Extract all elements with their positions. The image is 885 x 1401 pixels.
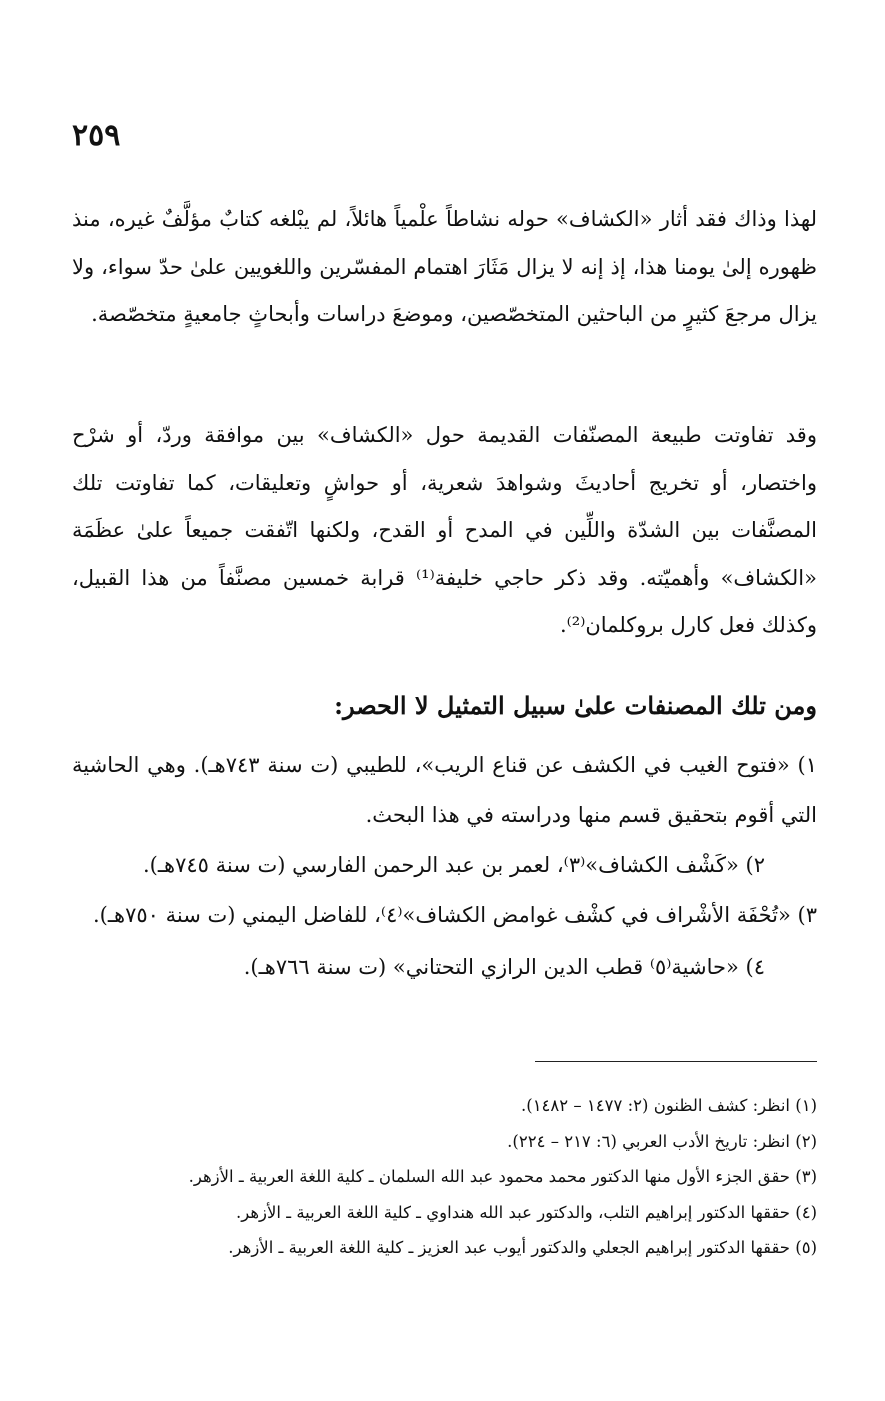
list-item-4: ٤) «حاشية⁽٥⁾ قطب الدين الرازي التحتاني» (ت سنة ٧٦٦هـ). [243,955,765,979]
footnote-4: (٤) حققها الدكتور إبراهيم التلب، والدكتور عبد الله هنداوي ـ كلية اللغة العربية ـ الأزهر. [236,1202,817,1222]
works-list [72,740,817,992]
list-item-2: ٢) «كَشْف الكشاف»⁽٣⁾، لعمر بن عبد الرحمن الفارسي (ت سنة ٧٤٥هـ). [142,853,765,877]
section-heading: ومن تلك المصنفات علىٰ سبيل التمثيل لا الحصر: [334,691,817,720]
list-item-1: ١) «فتوح الغيب في الكشف عن قناع الريب»، للطيبي (ت سنة ٧٤٣هـ). وهي الحاشية التي أقوم بتحقيق قسم منها ودراسته في هذا البحث. [72,753,818,827]
footnote-3: (٣) حقق الجزء الأول منها الدكتور محمد محمود عبد الله السلمان ـ كلية اللغة العربية ـ الأزهر. [188,1167,817,1186]
footnote-2: (٢) انظر: تاريخ الأدب العربي (٦: ٢١٧ – ٢٢٤). [507,1131,817,1151]
footnote-5: (٥) حققها الدكتور إبراهيم الجعلي والدكتور أيوب عبد العزيز ـ كلية اللغة العربية ـ الأزهر. [228,1238,817,1257]
footnote-1: (١) انظر: كشف الظنون (٢: ١٤٧٧ – ١٤٨٢). [521,1096,817,1115]
paragraph-1: لهذا وذاك فقد أثار «الكشاف» حوله نشاطاً علْمياً هائلاً، لم يبْلغه كتابٌ مؤلَّفٌ غيره، منذ ظهوره إلىٰ يومنا هذا، إذ إنه لا يزال مَثَارَ اهتمام المفسّرين واللغويين علىٰ حدّ سواء، ولا يزال مرجعَ كثيرٍ من الباحثين المتخصّصين، وموضعَ دراسات وأبحاثٍ جامعيةٍ متخصّصة. [72,207,817,326]
footnotes [72,1088,817,1266]
page-number: ٢٥٩ [72,118,121,153]
list-item-3: ٣) «تُحْفَة الأشْراف في كشْف غوامض الكشاف»⁽٤⁾، للفاضل اليمني (ت سنة ٧٥٠هـ). [92,903,817,927]
footnote-separator [535,1061,817,1062]
paragraph-2: وقد تفاوتت طبيعة المصنّفات القديمة حول «الكشاف» بين موافقة وردّ، أو شرْح واختصار، أو تخريج أحاديثَ وشواهدَ شعرية، أو حواشٍ وتعليقات، كما تفاوتت تلك المصنَّفات بين الشدّة واللِّين في المدح أو القدح، ولكنها اتّفقت جميعاً علىٰ عظَمَة «الكشاف» وأهميّته. وقد ذكر حاجي خليفة⁽¹⁾ قرابة خمسين مصنَّفاً من هذا القبيل، وكذلك فعل كارل بروكلمان⁽²⁾. [72,423,817,637]
